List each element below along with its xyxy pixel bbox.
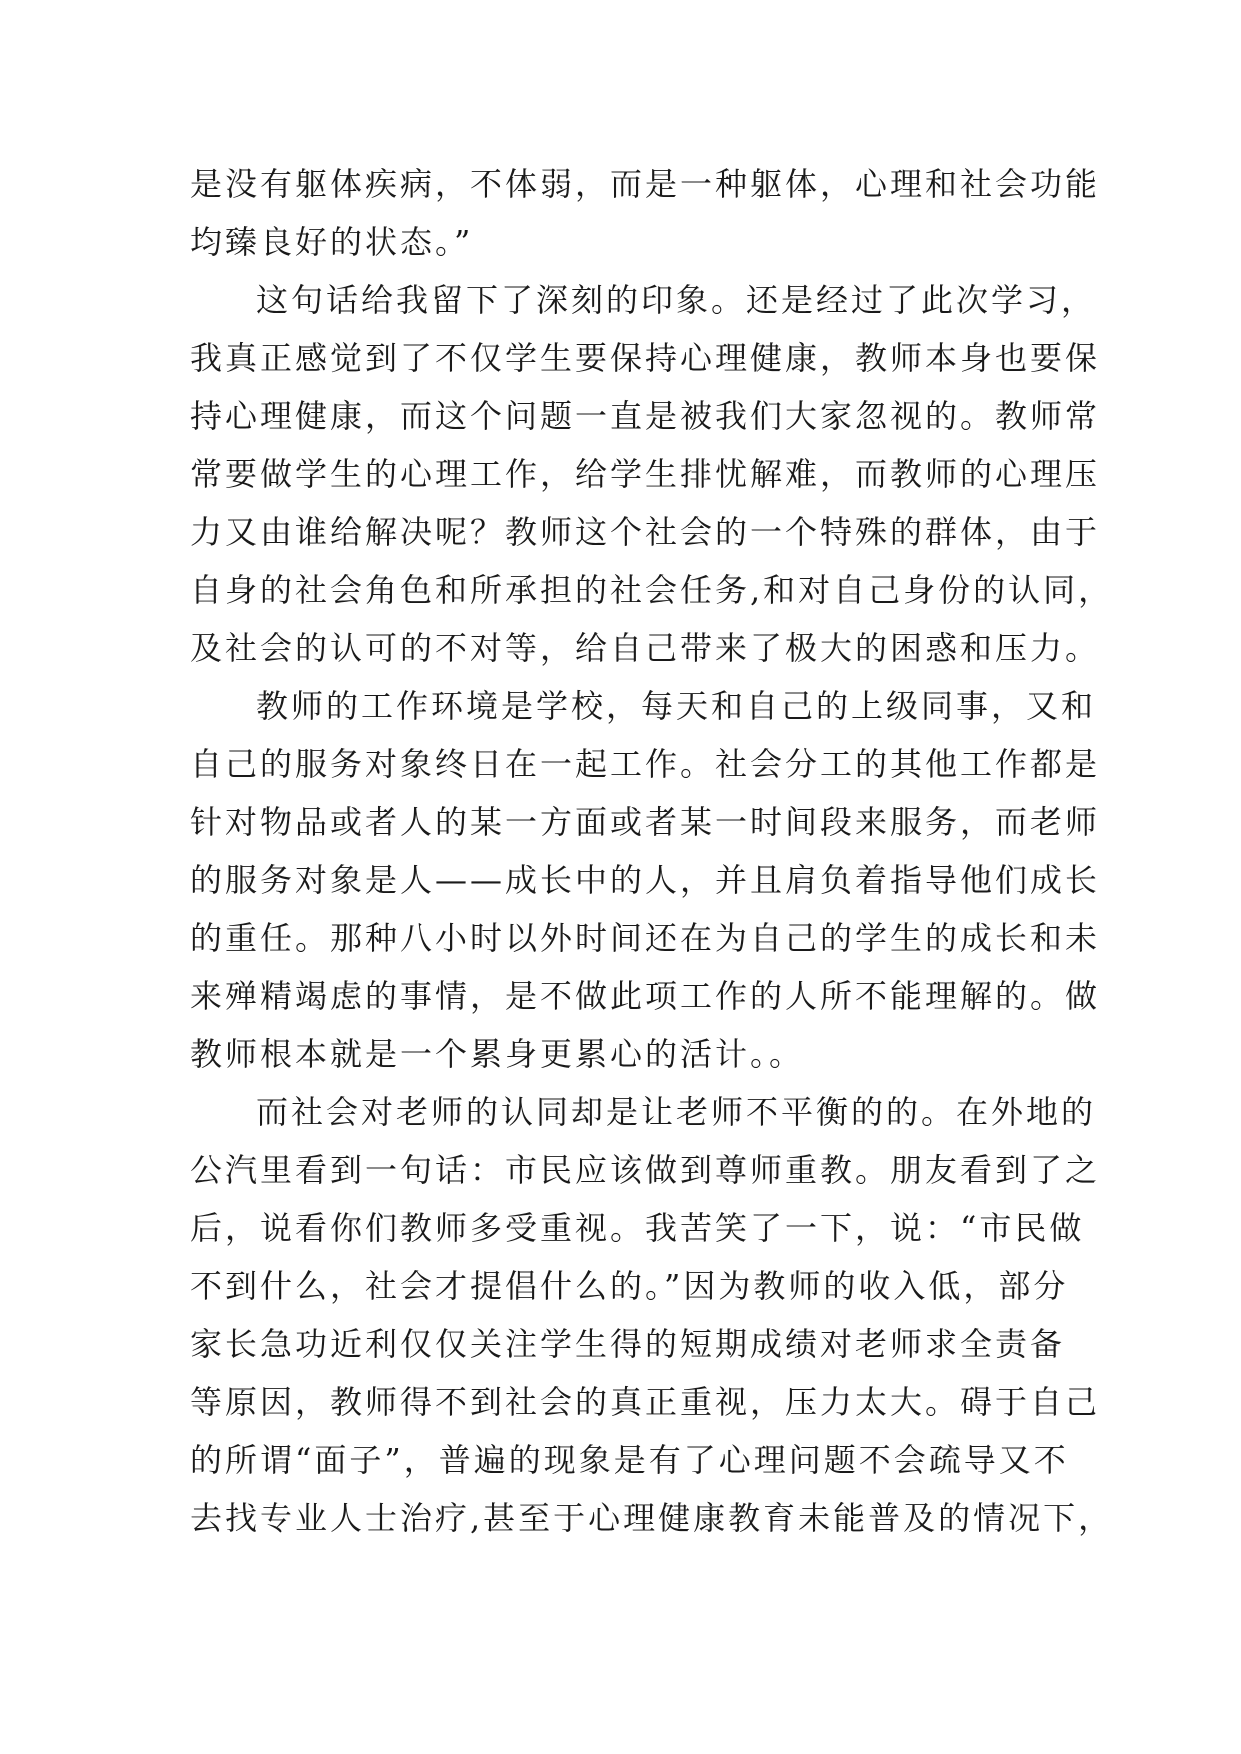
text-line: 的所谓“面子”，普遍的现象是有了心理问题不会疏导又不 xyxy=(190,1441,1069,1479)
text-line: 力又由谁给解决呢？教师这个社会的一个特殊的群体，由于 xyxy=(190,513,1101,551)
text-line: 及社会的认可的不对等，给自己带来了极大的困惑和压力。 xyxy=(190,629,1101,667)
paragraph xyxy=(190,677,1101,1083)
text-line: 教师的工作环境是学校，每天和自己的上级同事，又和 xyxy=(256,687,1097,725)
text-line: 持心理健康，而这个问题一直是被我们大家忽视的。教师常 xyxy=(190,397,1101,435)
text-line: 均臻良好的状态。” xyxy=(190,223,474,261)
paragraph xyxy=(190,1083,1114,1547)
text-line: 常要做学生的心理工作，给学生排忧解难，而教师的心理压 xyxy=(190,455,1101,493)
text-line: 等原因，教师得不到社会的真正重视，压力太大。碍于自己 xyxy=(190,1383,1101,1421)
text-line: 自己的服务对象终日在一起工作。社会分工的其他工作都是 xyxy=(190,745,1101,783)
text-line: 针对物品或者人的某一方面或者某一时间段来服务，而老师 xyxy=(190,803,1101,841)
paragraph xyxy=(190,155,1101,271)
text-line: 去找专业人士治疗,甚至于心理健康教育未能普及的情况下， xyxy=(190,1499,1114,1537)
text-line: 是没有躯体疾病，不体弱，而是一种躯体，心理和社会功能 xyxy=(190,165,1101,203)
text-line: 而社会对老师的认同却是让老师不平衡的的。在外地的 xyxy=(256,1093,1097,1131)
paragraph xyxy=(190,271,1114,677)
text-line: 自身的社会角色和所承担的社会任务,和对自己身份的认同， xyxy=(190,571,1114,609)
text-line: 家长急功近利仅仅关注学生得的短期成绩对老师求全责备 xyxy=(190,1325,1066,1363)
text-line: 的重任。那种八小时以外时间还在为自己的学生的成长和未 xyxy=(190,919,1101,957)
text-line: 来殚精竭虑的事情，是不做此项工作的人所不能理解的。做 xyxy=(190,977,1101,1015)
text-line: 后，说看你们教师多受重视。我苦笑了一下，说：“市民做 xyxy=(190,1209,1085,1247)
text-line: 这句话给我留下了深刻的印象。还是经过了此次学习， xyxy=(256,281,1097,319)
text-line: 不到什么，社会才提倡什么的。”因为教师的收入低，部分 xyxy=(190,1267,1069,1305)
document-body xyxy=(190,155,1114,1547)
text-line: 我真正感觉到了不仅学生要保持心理健康，教师本身也要保 xyxy=(190,339,1101,377)
text-line: 教师根本就是一个累身更累心的活计。。 xyxy=(190,1035,805,1073)
text-line: 的服务对象是人——成长中的人，并且肩负着指导他们成长 xyxy=(190,861,1101,899)
text-line: 公汽里看到一句话：市民应该做到尊师重教。朋友看到了之 xyxy=(190,1151,1101,1189)
